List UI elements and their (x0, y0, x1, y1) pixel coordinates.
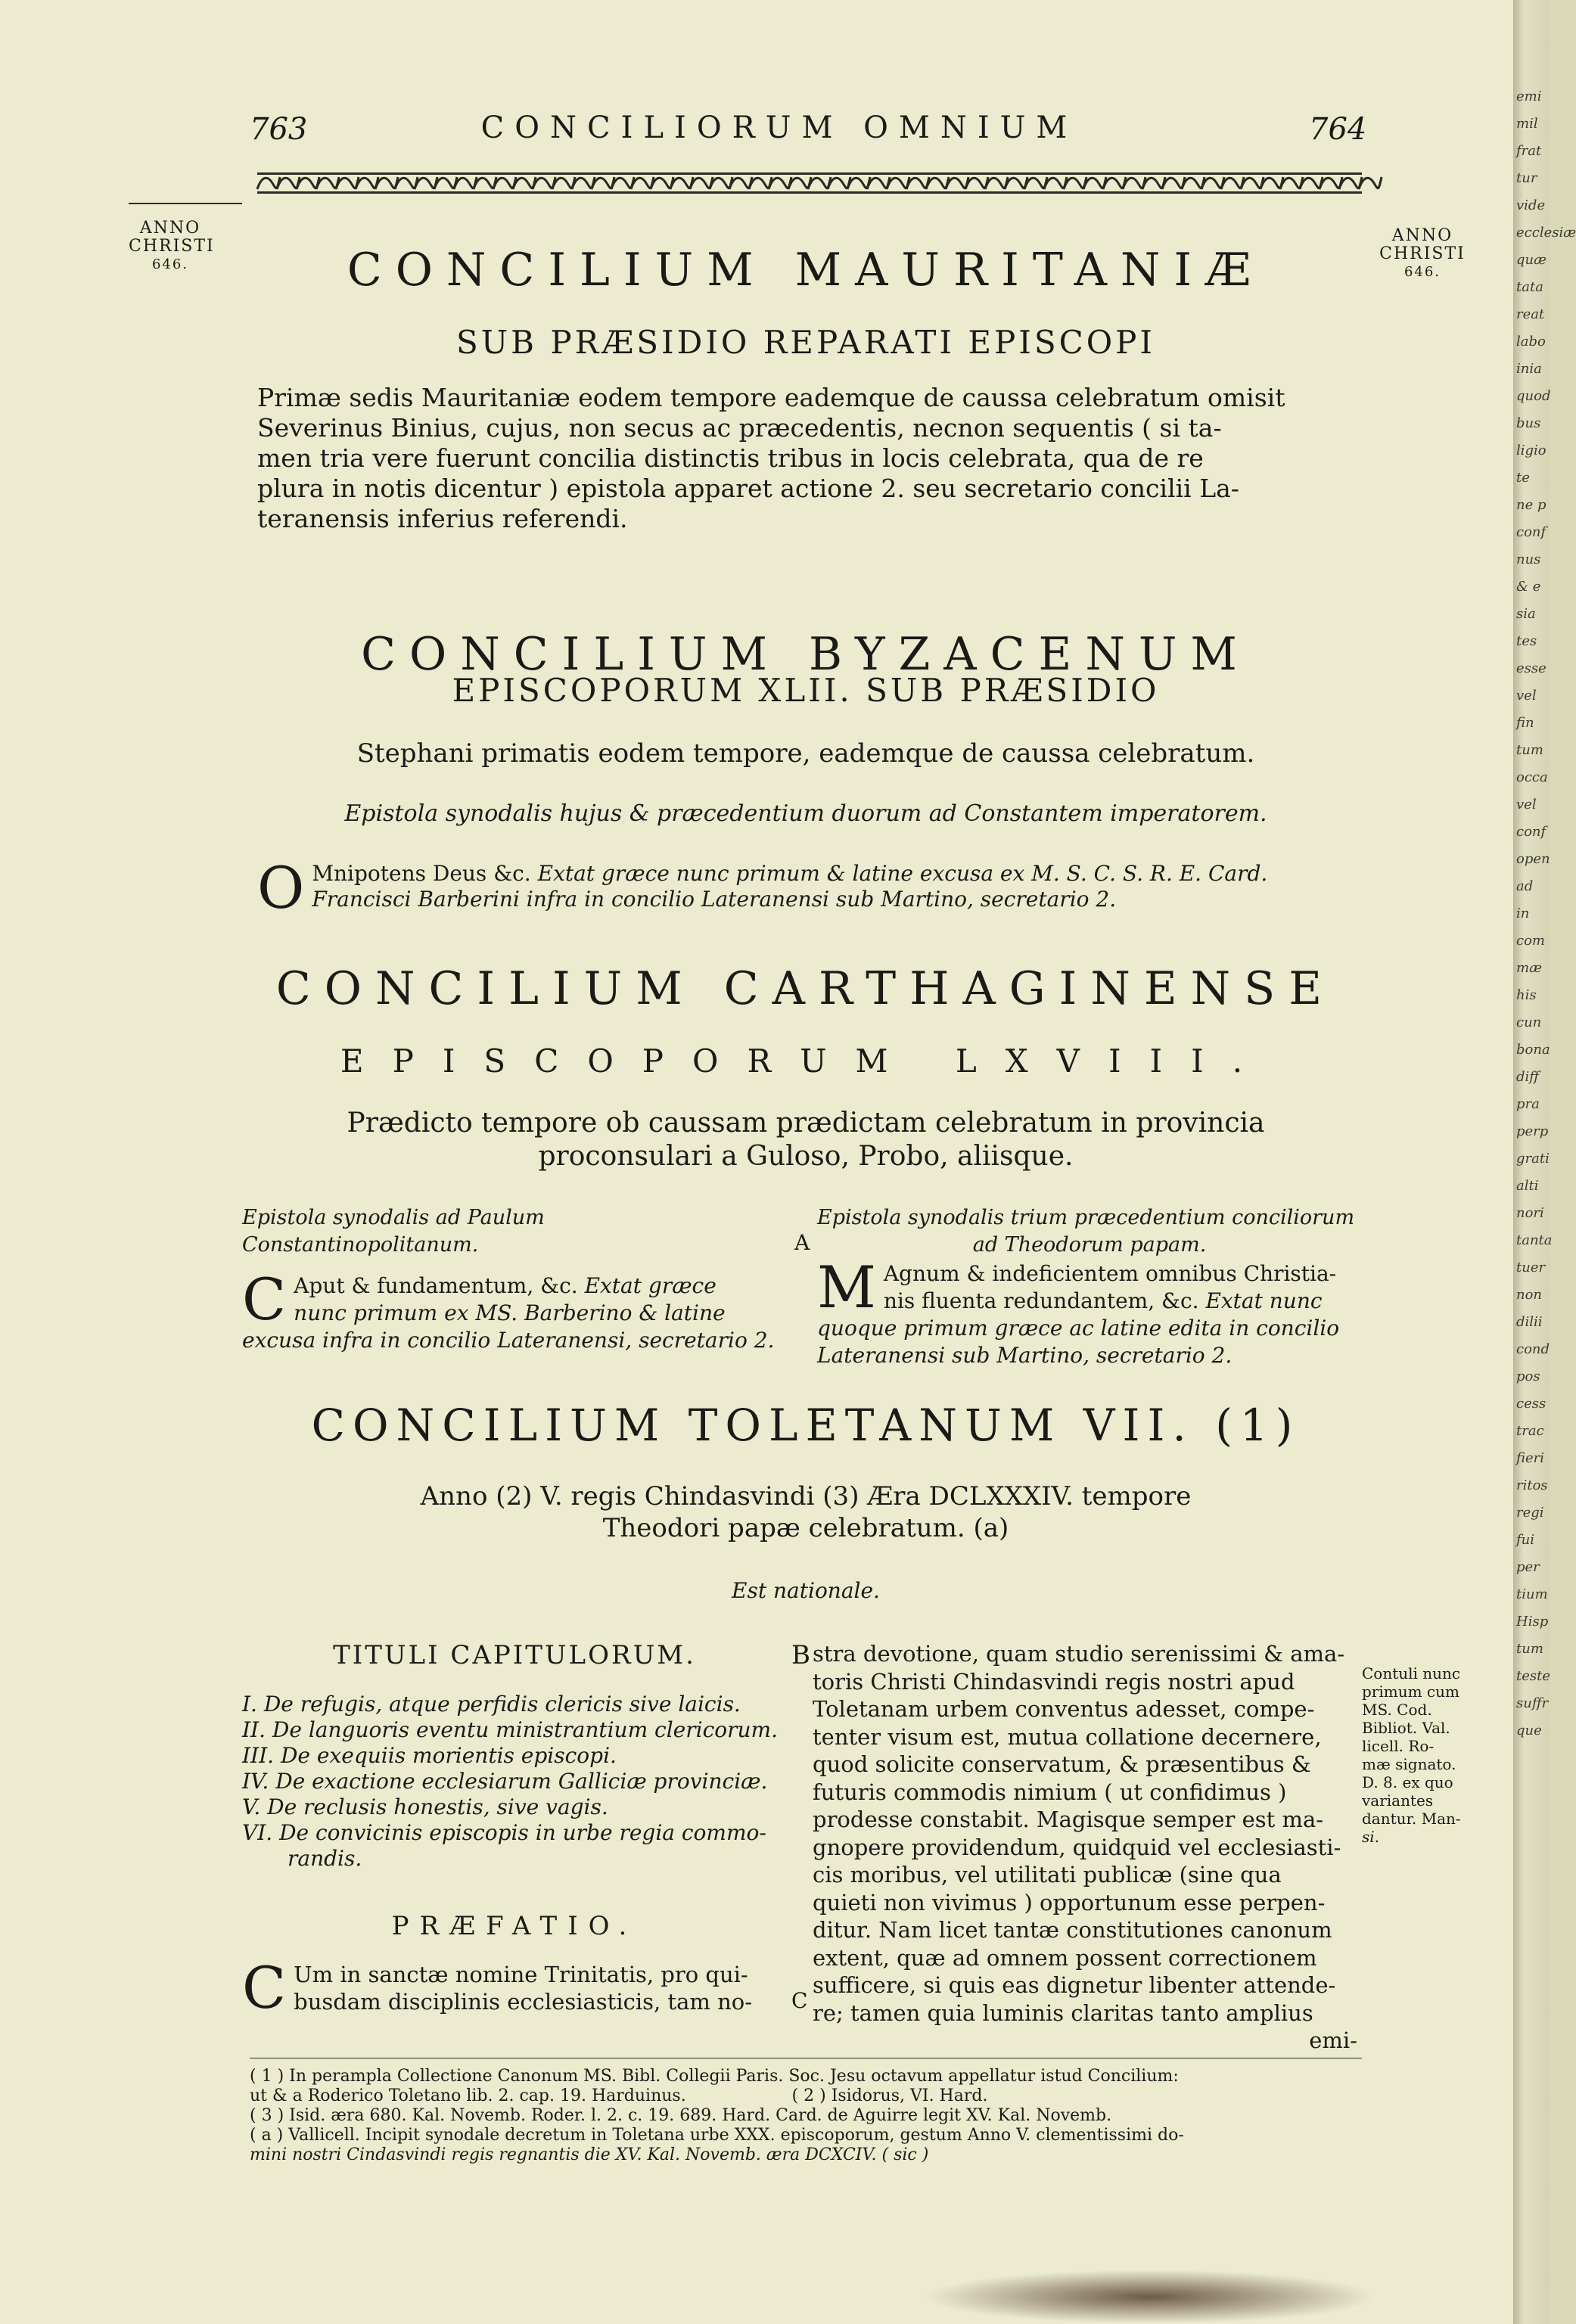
side-note-contuli (1362, 1664, 1491, 1846)
facing-page-fragment: com (1516, 933, 1545, 949)
facing-page-fragment: tium (1516, 1586, 1548, 1602)
list-item: V. De reclusis honestis, sive vagis. (242, 1794, 608, 1819)
byzacenum-line: Stephani primatis eodem tempore, eademque de caussa celebratum. (356, 738, 1255, 769)
facing-page-fragment: teste (1516, 1668, 1551, 1684)
section-title-toletanum: CONCILIUM TOLETANUM VII. (1) (311, 1400, 1301, 1451)
carthaginense-line-1: Prædicto tempore ob caussam prædictam celebratum in provincia (347, 1108, 1265, 1139)
margin-anno-right (1362, 227, 1483, 281)
facing-page-fragment: ligio (1516, 443, 1546, 458)
facing-page-fragment: vel (1516, 688, 1537, 704)
list-item: II. De languoris eventu ministrantium clericorum. (242, 1717, 778, 1742)
facing-page-fragment: emi (1516, 89, 1542, 104)
facing-page-edge (1513, 0, 1576, 2324)
text-line: plura in notis dicentur ) epistola apparet actione 2. seu secretario concilii La- (257, 474, 1239, 503)
facing-page-fragment: fui (1516, 1532, 1535, 1548)
text-line: toris Christi Chindasvindi regis nostri apud (813, 1668, 1295, 1695)
facing-page-fragment: mil (1516, 116, 1538, 132)
year-label: 646. (1403, 264, 1441, 280)
dropcap-m: M (817, 1254, 876, 1321)
byzacenum-epistola (257, 854, 1362, 921)
text-line: excusa infra in concilio Lateranensi, secretario 2. (242, 1328, 775, 1353)
facing-page-fragment: bus (1516, 415, 1541, 431)
text-line: gnopere providendum, quidquid vel ecclesiasti- (813, 1834, 1341, 1860)
praefatio-body (242, 1954, 787, 2021)
side-note-line: dantur. Man- (1362, 1810, 1461, 1828)
toletanum-est-nationale: Est nationale. (732, 1578, 880, 1603)
facing-page-fragment: esse (1516, 660, 1546, 676)
facing-page-fragment: per (1516, 1559, 1540, 1575)
facing-page-fragment: que (1516, 1723, 1542, 1738)
marginal-letter-b: B (791, 1640, 810, 1670)
year-label: 646. (151, 256, 189, 272)
text-line: busdam disciplinis ecclesiasticis, tam no- (294, 1989, 753, 2015)
facing-page-fragment: in (1516, 906, 1530, 921)
facing-page-fragment: tum (1516, 1641, 1543, 1657)
text-line (817, 1288, 1362, 1315)
facing-page-fragment: sia (1516, 606, 1536, 622)
facing-page-fragment: & e (1516, 579, 1541, 595)
text-line: Primæ sedis Mauritaniæ eodem tempore eademque de caussa celebratum omisit (257, 383, 1285, 412)
facing-page-fragment: trac (1516, 1423, 1544, 1439)
side-note-line: D. 8. ex quo (1362, 1773, 1453, 1791)
facing-page-fragment: tanta (1516, 1232, 1553, 1248)
text-line: prodesse constabit. Magisque semper est ma- (813, 1807, 1324, 1832)
side-note-line: si. (1362, 1828, 1380, 1846)
text-roman: Mnipotens Deus &c. (312, 861, 531, 886)
facing-page-fragment: cess (1516, 1396, 1546, 1412)
facing-page-fragment: open (1516, 851, 1550, 867)
footnote-line: ut & a Roderico Toletano lib. 2. cap. 19. Harduinus. ( 2 ) Isidorus, VI. Hard. (250, 2086, 988, 2105)
paragraph-mauritaniae (257, 383, 1362, 534)
footnote-line: ( a ) Vallicell. Incipit synodale decretum in Toletana urbe XXX. episcoporum, gestum Anno V. clementissimi do- (250, 2126, 1184, 2145)
facing-page-fragment: bona (1516, 1042, 1550, 1058)
text-line: quod solicite conservatum, & præsentibus & (813, 1751, 1311, 1777)
facing-page-fragments (1516, 83, 1576, 1745)
facing-page-fragment: inia (1516, 361, 1542, 377)
facing-page-fragment: te (1516, 470, 1530, 486)
text-line: cis moribus, vel utilitati publicæ (sine qua (813, 1862, 1282, 1887)
list-item: randis. (288, 1846, 362, 1871)
list-item: I. De refugis, atque perfidis clericis sive laicis. (242, 1692, 741, 1717)
side-note-line: licell. Ro- (1362, 1737, 1435, 1755)
facing-page-fragment: alti (1516, 1178, 1539, 1194)
facing-page-fragment: dilii (1516, 1314, 1543, 1330)
text-line: teranensis inferius referendi. (257, 504, 628, 533)
facing-page-fragment: tuer (1516, 1260, 1546, 1275)
marginal-letter-a: A (794, 1230, 810, 1255)
text-line: men tria vere fuerunt concilia distinctis tribus in locis celebrata, qua de re (257, 443, 1204, 473)
text-line: ditur. Nam licet tantæ constitutiones canonum (813, 1917, 1332, 1943)
text-line (257, 861, 1362, 887)
facing-page-fragment: vide (1516, 197, 1546, 213)
list-item: IV. De exactione ecclesiarum Galliciæ provinciæ. (242, 1769, 768, 1794)
facing-page-fragment: nori (1516, 1205, 1544, 1221)
facing-page-fragment: his (1516, 987, 1537, 1003)
footnote-line: ( 1 ) In perampla Collectione Canonum MS. Bibl. Collegii Paris. Soc. Jesu octavum appellatur istud Concilium: (250, 2067, 1179, 2086)
margin-anno-left (129, 219, 215, 274)
side-note-line: MS. Cod. (1362, 1701, 1432, 1719)
facing-page-fragment: regi (1516, 1505, 1544, 1521)
text-line: extent, quæ ad omnem possent correctionem (813, 1944, 1317, 1971)
facing-page-fragment: reat (1516, 306, 1545, 322)
text-line: re; tamen quia luminis claritas tanto amplius (813, 1999, 1313, 2026)
page-number-right: 764 (1309, 112, 1367, 147)
running-title: CONCILIORUM OMNIUM (480, 110, 1078, 145)
footnote-line: mini nostri Cindasvindi regis regnantis die XV. Kal. Novemb. æra DCXCIV. ( sic ) (250, 2145, 929, 2164)
text-italic: Extat nunc (1205, 1288, 1323, 1313)
facing-page-fragment: ne p (1516, 497, 1546, 513)
facing-page-fragment: quæ (1516, 252, 1547, 268)
facing-page-fragment: cun (1516, 1014, 1542, 1030)
epistola-heading-theodorum-2: ad Theodorum papam. (972, 1233, 1207, 1257)
epistola-body-theodorum (817, 1254, 1362, 1369)
thumb-shadow (923, 2270, 1377, 2324)
facing-page-fragment: Hisp (1516, 1614, 1549, 1630)
dropcap-o: O (257, 854, 305, 921)
section-subtitle-byzacenum: EPISCOPORUM XLII. SUB PRÆSIDIO (452, 672, 1160, 709)
text-italic: Extat græce nunc primum & latine excusa ex M. S. C. S. R. E. Card. (537, 861, 1268, 886)
facing-page-fragment: quod (1516, 388, 1551, 404)
text-line: futuris commodis nimium ( ut confidimus ) (813, 1779, 1287, 1805)
epistola-heading-paulum: Epistola synodalis ad Paulum Constantinopolitanum. (242, 1206, 545, 1257)
text-line: tenter visum est, mutua collatione decernere, (813, 1723, 1322, 1750)
text-line: Agnum & indeficientem omnibus Christia- (883, 1261, 1337, 1286)
section-title-byzacenum: CONCILIUM BYZACENUM (361, 628, 1251, 681)
side-note-line: Contuli nunc (1362, 1664, 1461, 1682)
carthaginense-line-2: proconsulari a Guloso, Probo, aliisque. (538, 1141, 1074, 1172)
text-line: quoque primum græce ac latine edita in concilio (817, 1316, 1340, 1341)
anno-label: ANNO (1391, 226, 1453, 245)
facing-page-fragment: ad (1516, 878, 1534, 894)
toletanum-line-1: Anno (2) V. regis Chindasvindi (3) Æra DCLXXXIV. tempore (420, 1481, 1192, 1512)
christi-label: CHRISTI (1379, 244, 1466, 263)
column-left-carthaginense (242, 1204, 787, 1354)
text-line: Severinus Binius, cujus, non secus ac præcedentis, necnon sequentis ( si ta- (257, 413, 1222, 443)
facing-page-fragment: mæ (1516, 960, 1542, 976)
section-title-mauritaniae: CONCILIUM MAURITANIÆ (347, 244, 1265, 297)
facing-page-fragment: suffr (1516, 1695, 1549, 1711)
text-line: Um in sanctæ nomine Trinitatis, pro qui- (294, 1962, 748, 1987)
side-note-line: mæ signato. (1362, 1755, 1456, 1773)
facing-page-fragment: labo (1516, 334, 1546, 350)
list-item: III. De exequiis morientis episcopi. (242, 1743, 617, 1768)
footnotes (250, 2067, 1362, 2165)
facing-page-fragment: cond (1516, 1341, 1550, 1357)
praefatio-heading: PRÆFATIO. (391, 1911, 638, 1941)
facing-page-fragment: fin (1516, 715, 1534, 731)
section-subtitle-carthaginense: EPISCOPORUM LXVIII. (340, 1042, 1272, 1080)
text-line: emi- (1309, 2027, 1357, 2053)
text-roman: nis fluenta redundantem, &c. (883, 1288, 1199, 1313)
text-line: Toletanam urbem conventus adesset, compe- (813, 1696, 1315, 1722)
text-line: stra devotione, quam studio serenissimi & ama- (813, 1641, 1345, 1667)
footnote-line: ( 3 ) Isid. æra 680. Kal. Novemb. Roder. l. 2. c. 19. 689. Hard. Card. de Aguirre legit XV. Kal. Novemb. (250, 2106, 1112, 2125)
text-line: nunc primum ex MS. Barberino & latine (294, 1300, 726, 1325)
facing-page-fragment: diff (1516, 1069, 1540, 1085)
section-title-carthaginense: CONCILIUM CARTHAGINENSE (275, 962, 1336, 1015)
facing-page-fragment: grati (1516, 1151, 1550, 1167)
text-italic: Extat græce (584, 1273, 717, 1298)
facing-page-fragment: ecclesiæ (1516, 225, 1576, 241)
side-note-line: variantes (1362, 1791, 1434, 1810)
column-right-carthaginense (817, 1204, 1362, 1369)
epistola-heading-theodorum: Epistola synodalis trium præcedentium conciliorum (817, 1206, 1355, 1229)
list-item: VI. De convicinis episcopis in urbe regia commo- (242, 1820, 766, 1845)
facing-page-fragment: conf (1516, 524, 1546, 540)
text-line: quieti non vivimus ) opportunum esse perpen- (813, 1889, 1326, 1915)
text-line: Francisci Barberini infra in concilio Lateranensi sub Martino, secretario 2. (312, 887, 1117, 912)
facing-page-fragment: ritos (1516, 1477, 1548, 1493)
side-note-line: Bibliot. Val. (1362, 1719, 1450, 1737)
facing-page-fragment: pos (1516, 1369, 1540, 1384)
dropcap-c-praefatio: C (242, 1954, 287, 2021)
page-number-left: 763 (250, 112, 308, 147)
facing-page-fragment: fieri (1516, 1450, 1545, 1466)
facing-page-fragment: vel (1516, 797, 1537, 812)
facing-page-fragment: non (1516, 1287, 1543, 1303)
facing-page-fragment: tur (1516, 170, 1537, 186)
facing-page-fragment: nus (1516, 551, 1541, 567)
text-line: sufficere, si quis eas dignetur libenter attende- (813, 1972, 1336, 1998)
text-line (242, 1272, 787, 1300)
ornamental-border (257, 172, 1362, 194)
facing-page-fragment: tata (1516, 279, 1543, 295)
facing-page-fragment: occa (1516, 769, 1548, 785)
facing-page-fragment: perp (1516, 1123, 1549, 1139)
facing-page-fragment: conf (1516, 824, 1546, 840)
text-roman: Aput & fundamentum, &c. (294, 1273, 578, 1298)
facing-page-fragment: tum (1516, 742, 1543, 758)
tituli-list (242, 1692, 787, 1872)
section-subtitle-mauritaniae: SUB PRÆSIDIO REPARATI EPISCOPI (455, 324, 1156, 361)
anno-label: ANNO (139, 219, 201, 238)
toletanum-line-2: Theodori papæ celebratum. (a) (602, 1513, 1009, 1543)
marginal-letter-c: C (791, 1988, 808, 2013)
text-line: Lateranensi sub Martino, secretario 2. (817, 1343, 1233, 1368)
epistola-body-paulum (242, 1266, 787, 1354)
tituli-heading: TITULI CAPITULORUM. (333, 1640, 696, 1670)
margin-rule-left (129, 203, 242, 204)
facing-page-fragment: pra (1516, 1096, 1540, 1112)
side-note-line: primum cum (1362, 1682, 1459, 1701)
dropcap-c: C (242, 1266, 287, 1333)
christi-label: CHRISTI (129, 237, 215, 256)
toletanum-right-column (813, 1640, 1357, 2055)
facing-page-fragment: frat (1516, 143, 1542, 159)
byzacenum-epistola-heading: Epistola synodalis hujus & præcedentium duorum ad Constantem imperatorem. (344, 800, 1267, 827)
facing-page-fragment: tes (1516, 633, 1537, 649)
